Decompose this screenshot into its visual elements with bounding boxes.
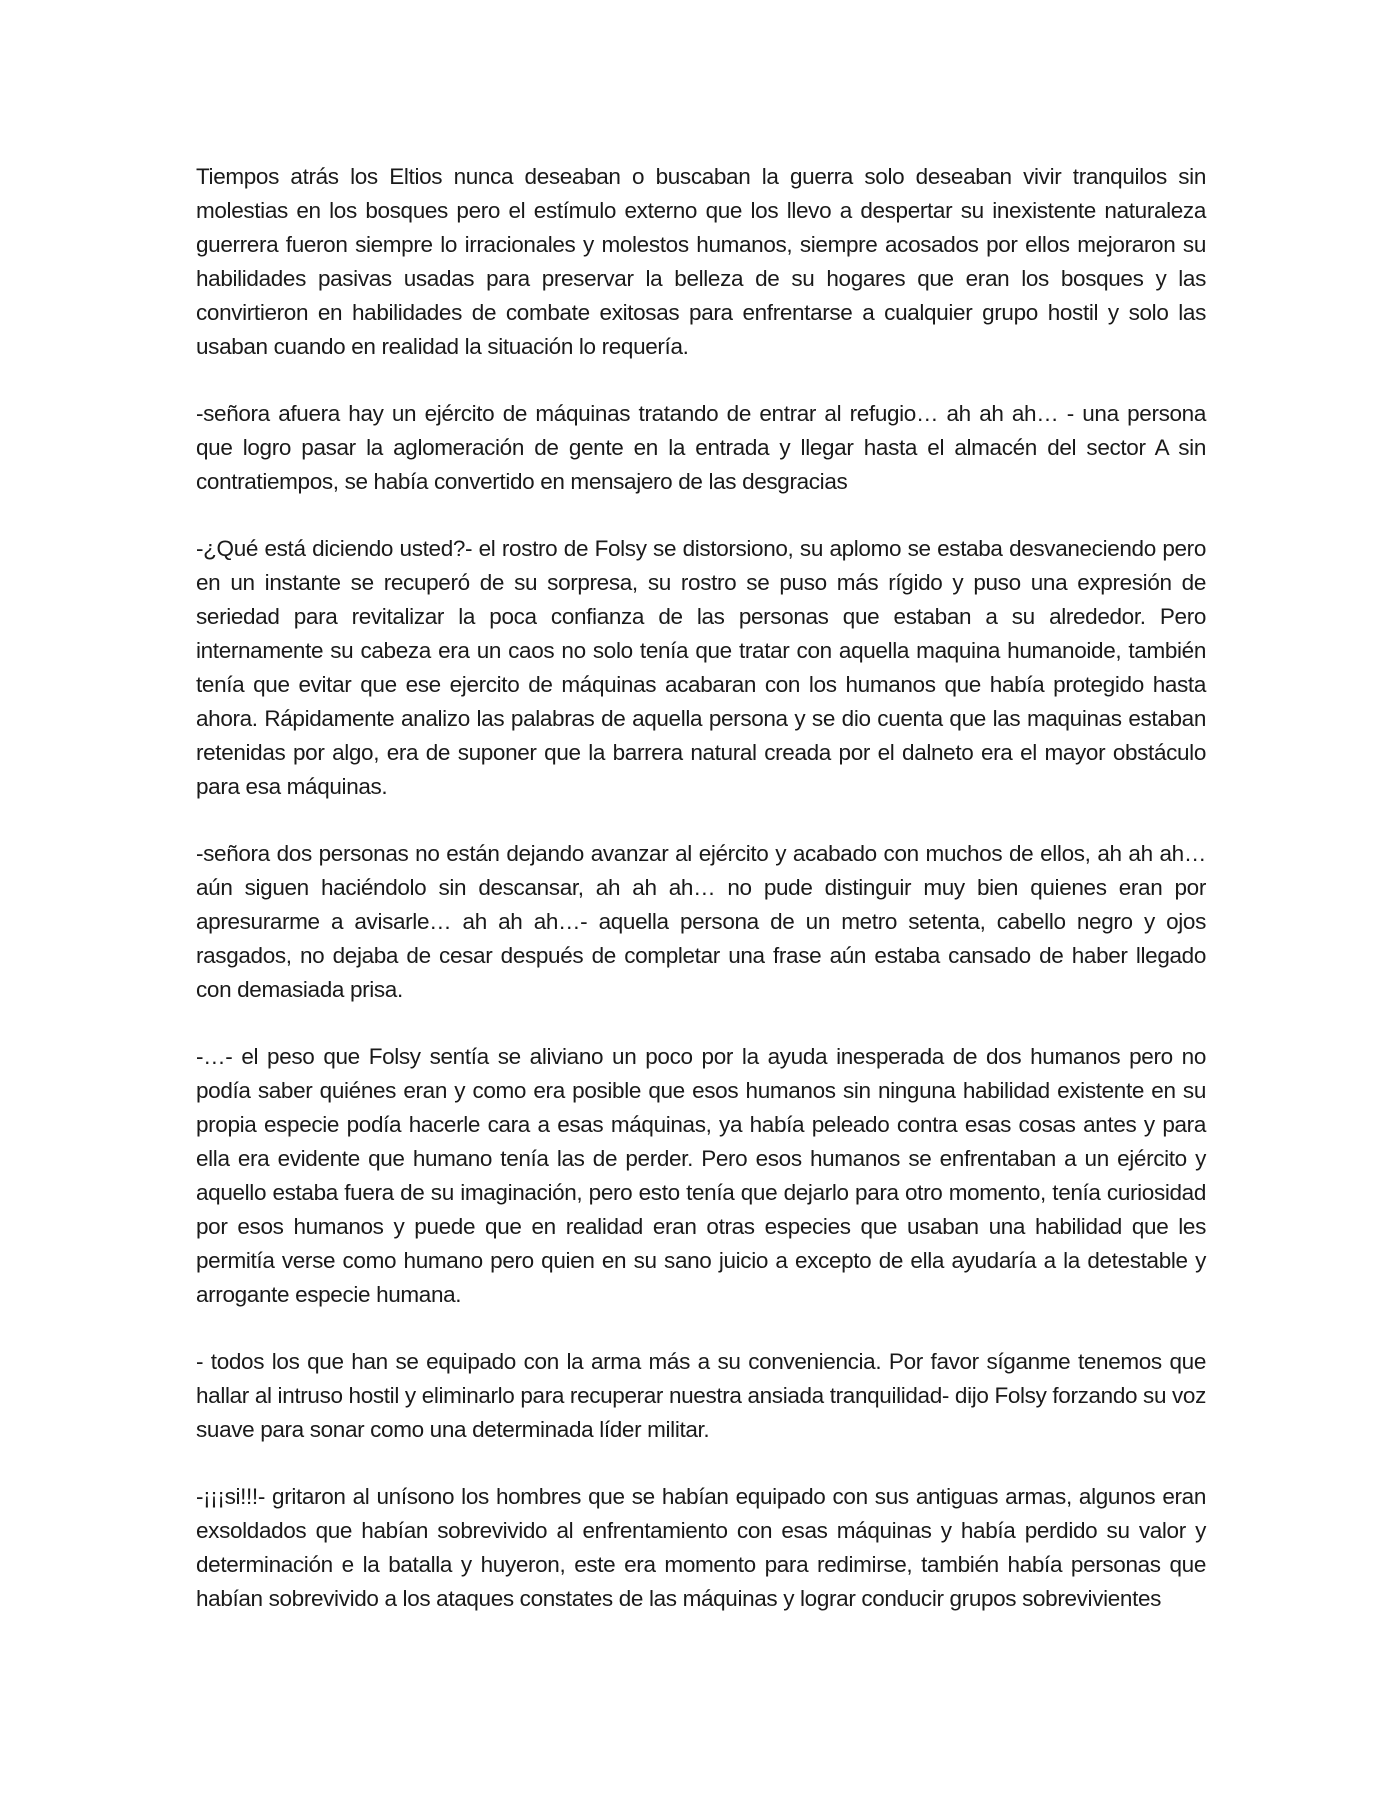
paragraph-7: -¡¡¡si!!!- gritaron al unísono los hombres que se habían equipado con sus antiguas armas, algunos eran exsoldados que habían sobrevivido al enfrentamiento con esas máquinas y había perdido su valor y determinación e la batalla y huyeron, este era momento para redimirse, también había personas que habían sobrevivido a los ataques constates de las máquinas y lograr conducir grupos sobrevivientes [196,1484,1206,1611]
paragraph-6: - todos los que han se equipado con la arma más a su conveniencia. Por favor síganme tenemos que hallar al intruso hostil y eliminarlo para recuperar nuestra ansiada tranquilidad- dijo Folsy forzando su voz suave para sonar como una determinada líder militar. [196,1349,1206,1442]
paragraph-1: Tiempos atrás los Eltios nunca deseaban o buscaban la guerra solo deseaban vivir tranquilos sin molestias en los bosques pero el estímulo externo que los llevo a despertar su inexistente naturaleza guerrera fueron siempre lo irracionales y molestos humanos, siempre acosados por ellos mejoraron su habilidades pasivas usadas para preservar la belleza de su hogares que eran los bosques y las convirtieron en habilidades de combate exitosas para enfrentarse a cualquier grupo hostil y solo las usaban cuando en realidad la situación lo requería. [196,164,1206,359]
paragraph-2: -señora afuera hay un ejército de máquinas tratando de entrar al refugio… ah ah ah… - una persona que logro pasar la aglomeración de gente en la entrada y llegar hasta el almacén del sector A sin contratiempos, se había convertido en mensajero de las desgracias [196,401,1206,494]
paragraph-4: -señora dos personas no están dejando avanzar al ejército y acabado con muchos de ellos, ah ah ah… aún siguen haciéndolo sin descansar, ah ah ah… no pude distinguir muy bien quienes eran por apresurarme a avisarle… ah ah ah…- aquella persona de un metro setenta, cabello negro y ojos rasgados, no dejaba de cesar después de completar una frase aún estaba cansado de haber llegado con demasiada prisa. [196,841,1206,1002]
paragraph-5: -…- el peso que Folsy sentía se aliviano un poco por la ayuda inesperada de dos humanos pero no podía saber quiénes eran y como era posible que esos humanos sin ninguna habilidad existente en su propia especie podía hacerle cara a esas máquinas, ya había peleado contra esas cosas antes y para ella era evidente que humano tenía las de perder. Pero esos humanos se enfrentaban a un ejército y aquello estaba fuera de su imaginación, pero esto tenía que dejarlo para otro momento, tenía curiosidad por esos humanos y puede que en realidad eran otras especies que usaban una habilidad que les permitía verse como humano pero quien en su sano juicio a excepto de ella ayudaría a la detestable y arrogante especie humana. [196,1044,1206,1307]
paragraph-3: -¿Qué está diciendo usted?- el rostro de Folsy se distorsiono, su aplomo se estaba desvaneciendo pero en un instante se recuperó de su sorpresa, su rostro se puso más rígido y puso una expresión de seriedad para revitalizar la poca confianza de las personas que estaban a su alrededor. Pero internamente su cabeza era un caos no solo tenía que tratar con aquella maquina humanoide, también tenía que evitar que ese ejercito de máquinas acabaran con los humanos que había protegido hasta ahora. Rápidamente analizo las palabras de aquella persona y se dio cuenta que las maquinas estaban retenidas por algo, era de suponer que la barrera natural creada por el dalneto era el mayor obstáculo para esa máquinas. [196,536,1206,799]
document-body [196,160,1206,1616]
